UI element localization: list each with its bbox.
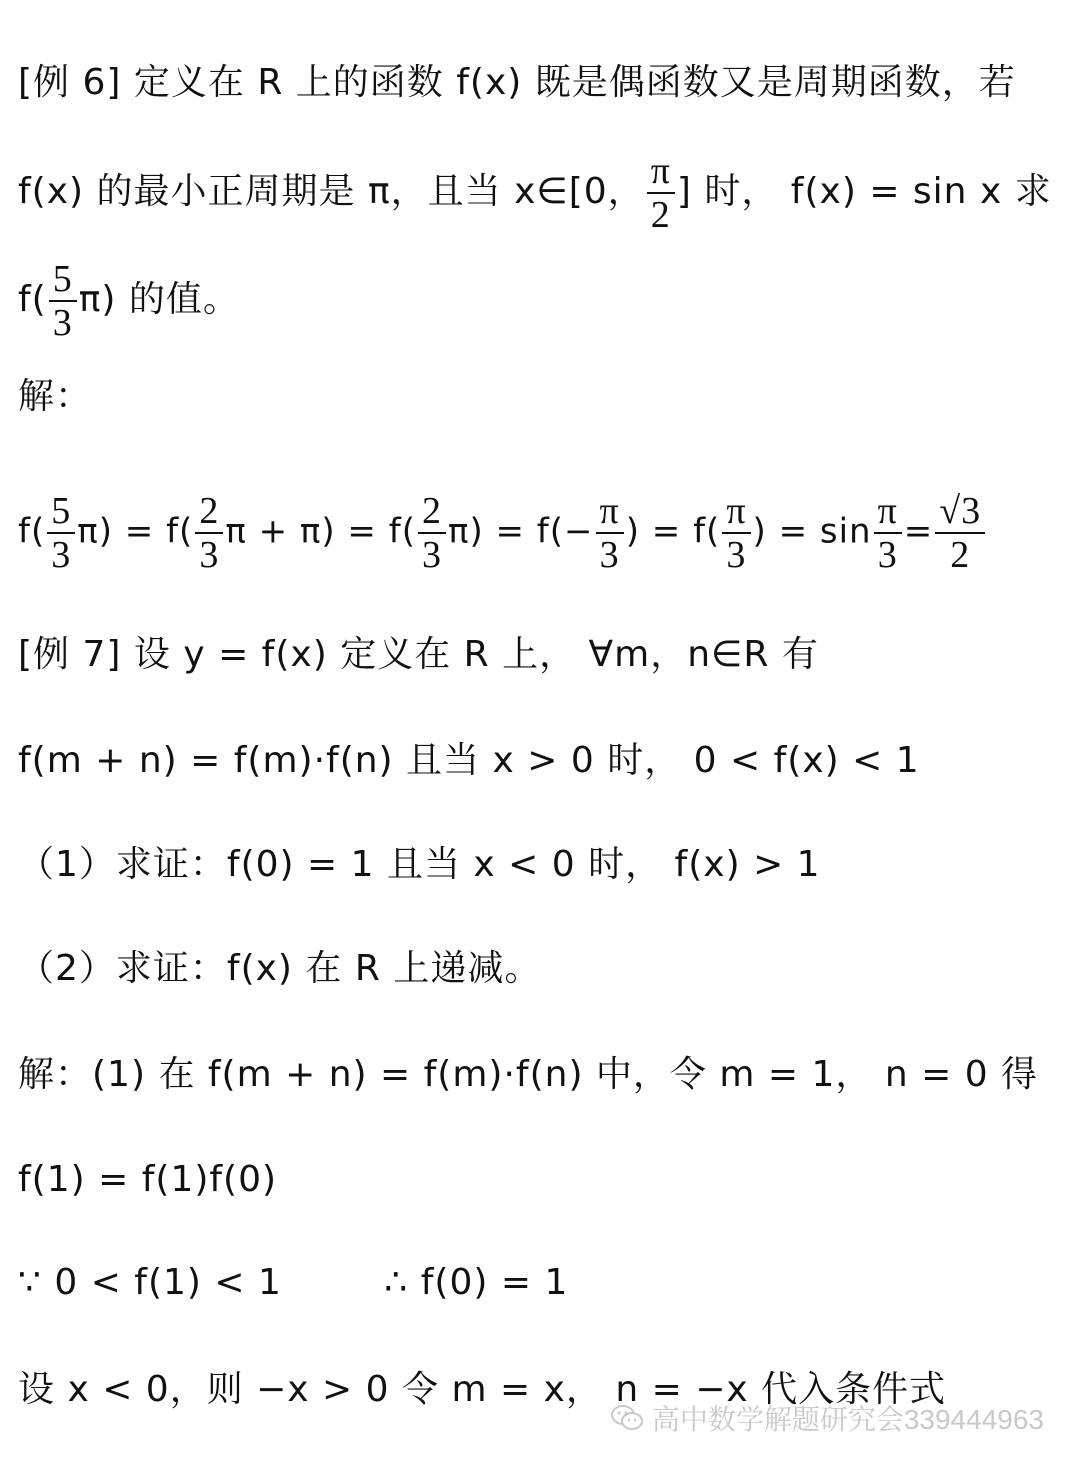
fraction-denominator: 3 <box>421 534 442 576</box>
fraction-denominator: 3 <box>877 534 898 576</box>
fraction-pi-over-2 <box>647 150 675 236</box>
example7-statement-line2: f(m + n) = f(m)·f(n) 且当 x > 0 时， 0 < f(x) < 1 <box>18 740 920 781</box>
derivation-part: ) = f( <box>625 511 721 552</box>
fraction <box>596 490 624 576</box>
fraction-numerator: π <box>647 150 675 194</box>
therefore-statement: ∴ f(0) = 1 <box>384 1262 569 1303</box>
example6-line3-prefix: f( <box>18 279 47 320</box>
fraction-5-over-3 <box>49 258 77 344</box>
example6-derivation <box>18 490 987 576</box>
fraction <box>195 490 223 576</box>
fraction <box>47 490 75 576</box>
example6-line2-prefix: f(x) 的最小正周期是 π，且当 x∈[0， <box>18 171 645 212</box>
fraction-denominator: 3 <box>199 534 220 576</box>
fraction-numerator: π <box>596 490 624 534</box>
fraction-denominator: 3 <box>51 534 72 576</box>
example7-statement-line1: [例 7] 设 y = f(x) 定义在 R 上， ∀m，n∈R 有 <box>18 634 819 675</box>
derivation-part: π + π) = f( <box>225 511 416 552</box>
example6-statement-line2 <box>18 150 1052 236</box>
example7-part1: （1）求证：f(0) = 1 且当 x < 0 时， f(x) > 1 <box>18 844 821 885</box>
fraction-numerator: √3 <box>935 490 985 534</box>
example7-part2: （2）求证：f(x) 在 R 上递减。 <box>18 948 542 989</box>
because-statement: ∵ 0 < f(1) < 1 <box>18 1262 282 1303</box>
example6-statement-line3 <box>18 258 240 344</box>
watermark <box>610 1398 1044 1438</box>
fraction-denominator: 3 <box>599 534 620 576</box>
example6-solution-label: 解： <box>18 376 93 417</box>
fraction-numerator: 5 <box>49 258 77 302</box>
example7-solution-line2: f(1) = f(1)f(0) <box>18 1159 278 1200</box>
example6-line3-suffix: π) 的值。 <box>78 279 240 320</box>
derivation-part: f( <box>18 511 46 552</box>
fraction-denominator: 3 <box>726 534 747 576</box>
fraction-numerator: π <box>874 490 902 534</box>
fraction-denominator: 2 <box>950 534 971 576</box>
wechat-icon <box>610 1403 644 1433</box>
derivation-part: ) = sin <box>752 511 872 552</box>
fraction-numerator: 5 <box>47 490 75 534</box>
fraction-numerator: π <box>722 490 750 534</box>
example6-statement-line1: [例 6] 定义在 R 上的函数 f(x) 既是偶函数又是周期函数，若 <box>18 62 1016 103</box>
fraction-numerator: 2 <box>195 490 223 534</box>
derivation-part: = <box>903 511 934 552</box>
fraction <box>874 490 902 576</box>
fraction <box>722 490 750 576</box>
fraction <box>935 490 985 576</box>
example7-solution-line3 <box>18 1258 568 1308</box>
derivation-part: π) = f(− <box>447 511 594 552</box>
fraction-denominator: 3 <box>52 302 73 344</box>
derivation-part: π) = f( <box>77 511 194 552</box>
example7-solution-line1: 解：(1) 在 f(m + n) = f(m)·f(n) 中，令 m = 1， n = 0 得 <box>18 1054 1039 1095</box>
fraction <box>418 490 446 576</box>
fraction-numerator: 2 <box>418 490 446 534</box>
example6-line2-suffix: ] 时， f(x) = sin x 求 <box>676 171 1052 212</box>
example7-solution-line4: 设 x < 0，则 −x > 0 令 m = x， n = −x 代入条件式 <box>18 1369 947 1410</box>
fraction-denominator: 2 <box>650 194 671 236</box>
watermark-text: 高中数学解题研究会339444963 <box>651 1404 1044 1435</box>
